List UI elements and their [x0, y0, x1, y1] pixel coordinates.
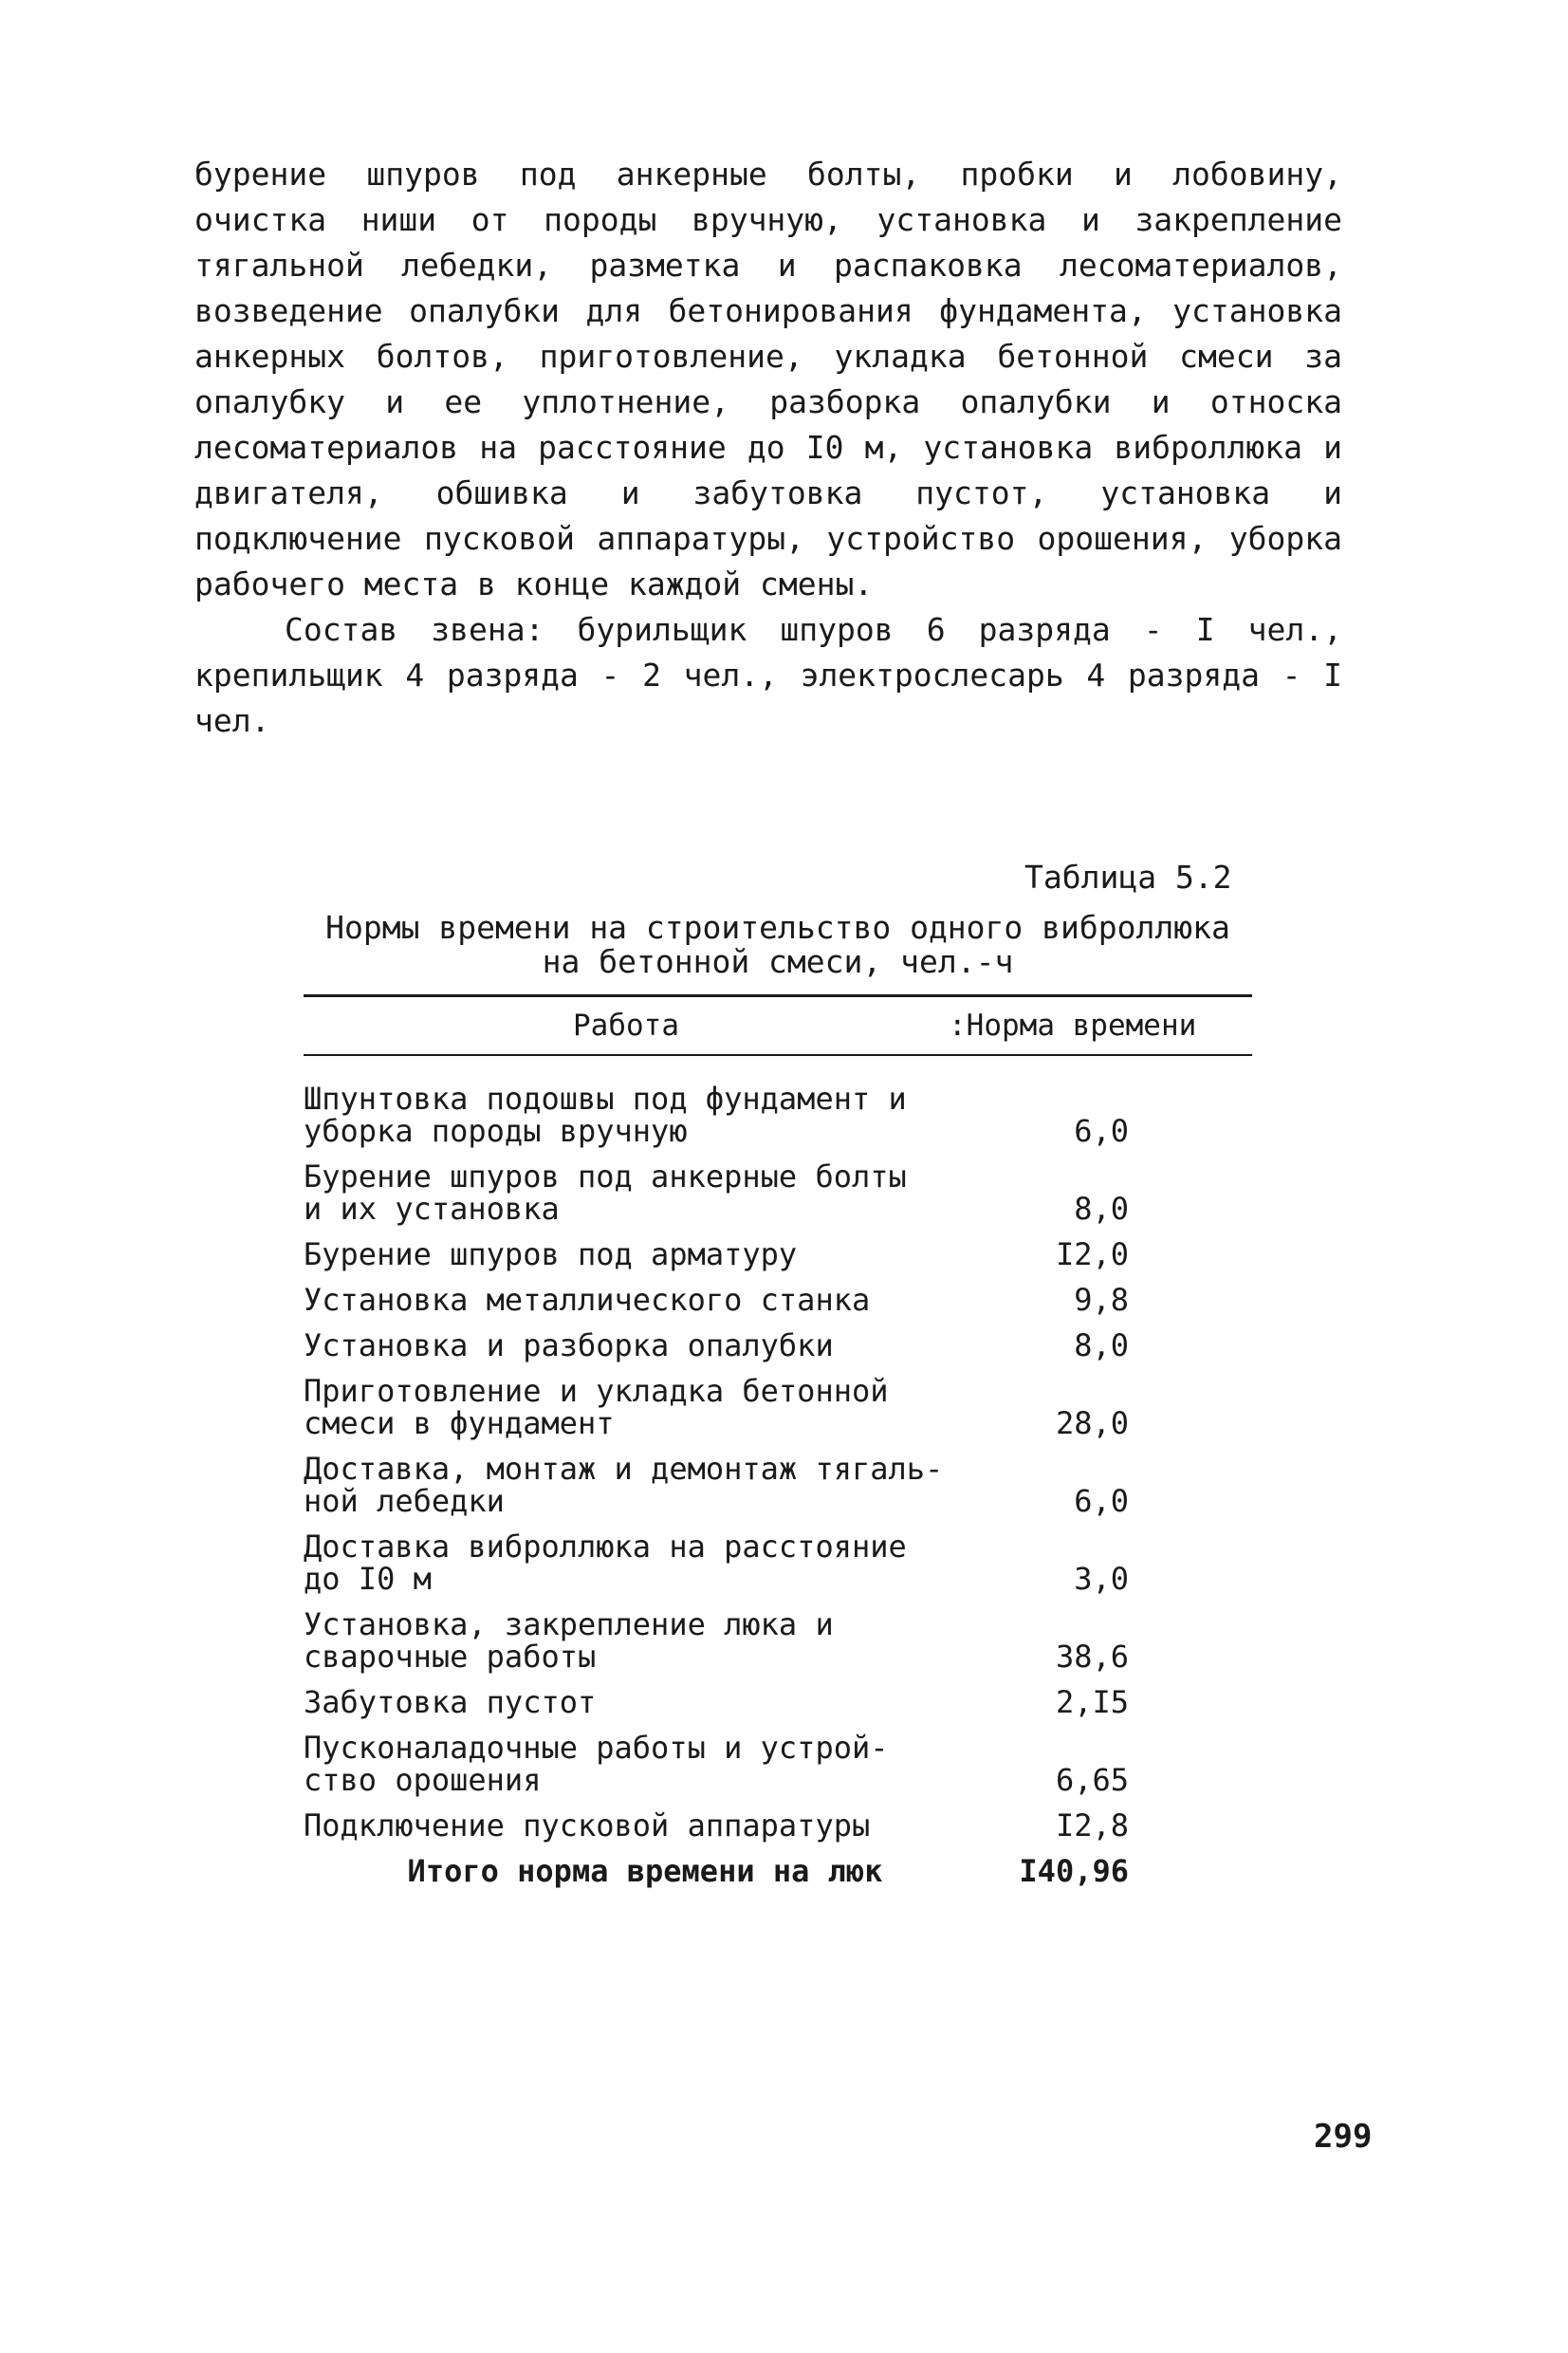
norm-value-cell: I2,0	[1055, 1236, 1129, 1272]
total-label: Итого норма времени на люк	[407, 1853, 883, 1889]
work-cell: Подключение пусковой аппаратуры	[304, 1807, 871, 1843]
norm-value-cell: 28,0	[1055, 1405, 1129, 1441]
norm-value-cell: 3,0	[1074, 1561, 1129, 1597]
norm-value-cell: 6,0	[1074, 1113, 1129, 1149]
work-cell: Шпунтовка подошвы под фундамент и уборка породы вручную	[304, 1081, 907, 1149]
work-cell: Бурение шпуров под анкерные болты и их установка	[304, 1158, 907, 1227]
body-text	[194, 152, 1342, 744]
table-caption	[304, 911, 1252, 979]
work-cell: Установка и разборка опалубки	[304, 1327, 834, 1363]
norm-value-cell: 38,6	[1055, 1639, 1129, 1675]
table-row	[304, 1608, 1252, 1673]
paragraph-work-description: бурение шпуров под анкерные болты, пробки и лобовину, очистка ниши от породы вручную, установка и закрепление тягальной лебедки, разметка и распаковка лесоматериалов, возведение опалубки для бетонирования фундамента, установка анкерных болтов, приготовление, укладка бетонной смеси за опалубку и ее уплотнение, разборка опалубки и относка лесоматериалов на расстояние до I0 м, установка виброллюка и двигателя, обшивка и забутовка пустот, установка и подключение пусковой аппаратуры, устройство орошения, уборка рабочего места в конце каждой смены.	[194, 156, 1342, 602]
norm-value-cell: 9,8	[1074, 1282, 1129, 1318]
table-header-rule	[304, 1054, 1252, 1056]
work-cell: Установка, закрепление люка и сварочные работы	[304, 1606, 834, 1675]
table-row	[304, 1530, 1252, 1595]
table-row	[304, 1160, 1252, 1225]
work-cell: Приготовление и укладка бетонной смеси в фундамент	[304, 1373, 889, 1441]
table-row	[304, 1375, 1252, 1439]
work-cell: Пусконаладочные работы и устрой- ство орошения	[304, 1730, 889, 1798]
header-norm: :Норма времени	[949, 1009, 1197, 1043]
norm-value-cell: I2,8	[1055, 1807, 1129, 1843]
table-row	[304, 1329, 1252, 1362]
work-cell: Установка металлического станка	[304, 1282, 871, 1318]
table-caption-line-1: Нормы времени на строительство одного виброллюка	[325, 909, 1230, 946]
table-number: Таблица 5.2	[1024, 859, 1232, 896]
table-row	[304, 1083, 1252, 1147]
table-row	[304, 1732, 1252, 1796]
table-row	[304, 1453, 1252, 1517]
total-value: I40,96	[1019, 1853, 1129, 1889]
norm-value-cell: 6,0	[1074, 1483, 1129, 1519]
work-cell: Забутовка пустот	[304, 1684, 597, 1720]
work-cell: Доставка виброллюка на расстояние до I0 м	[304, 1529, 907, 1597]
norm-value-cell: 8,0	[1074, 1191, 1129, 1227]
norm-value-cell: 6,65	[1055, 1762, 1129, 1798]
header-work: Работа	[573, 1009, 679, 1043]
table-row	[304, 1809, 1252, 1842]
norm-value-cell: 2,I5	[1055, 1684, 1129, 1720]
table-body	[304, 1083, 1252, 1887]
table-header-row	[304, 997, 1252, 1054]
page-number: 299	[1314, 2118, 1373, 2156]
table-caption-line-2: на бетонной смеси, чел.-ч	[542, 943, 1014, 980]
work-cell: Доставка, монтаж и демонтаж тягаль- ной лебедки	[304, 1451, 944, 1519]
table-row	[304, 1686, 1252, 1718]
norm-value-cell: 8,0	[1074, 1327, 1129, 1363]
table-row	[304, 1284, 1252, 1316]
paragraph-crew-composition: Состав звена: бурильщик шпуров 6 разряда - I чел., крепильщик 4 разряда - 2 чел., электрослесарь 4 разряда - I чел.	[194, 611, 1342, 739]
table-row	[304, 1238, 1252, 1270]
work-cell: Бурение шпуров под арматуру	[304, 1236, 798, 1272]
table-total-row	[304, 1855, 1252, 1887]
norms-table	[304, 994, 1252, 1900]
